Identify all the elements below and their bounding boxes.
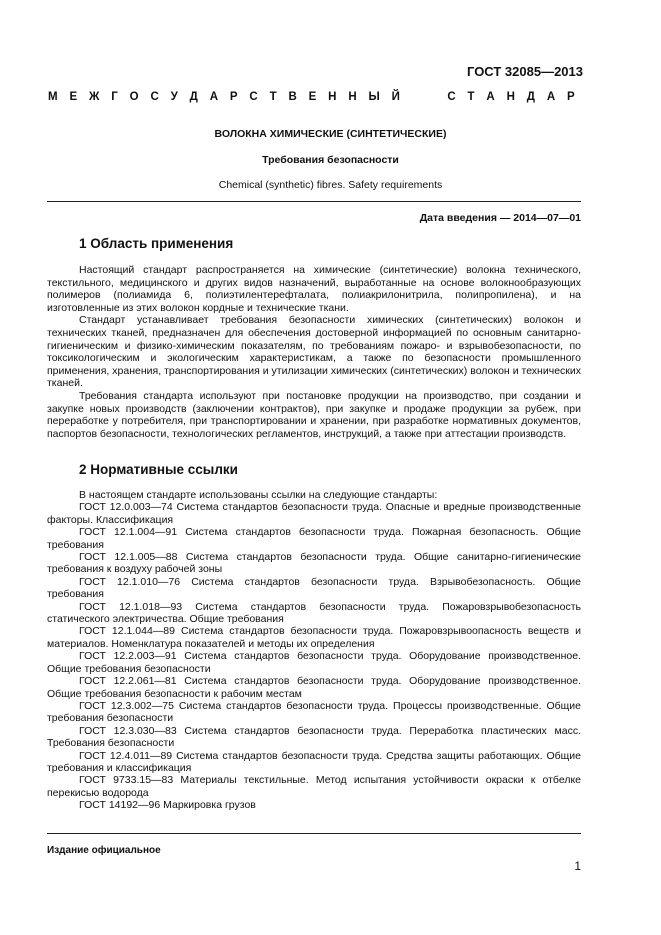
standard-type-letter: Н bbox=[506, 91, 515, 103]
reference-item: ГОСТ 12.3.002—75 Система стандартов безопасности труда. Процессы производственные. Общие требования безопасности bbox=[47, 699, 581, 725]
paragraph: Стандарт устанавливает требования безопасности химических (синтетических) волокон и технических тканей, предназначен для обеспечения достоверной информацией по основным санитарно-гигиеническим и физико-химическим показателям, по требованиям пожаро- и взрывобезопасности, по токсикологическим и экологическим характеристикам, а также по безопасности промышленного применения, хранения, транспортирования и утилизации химических (синтетических) волокон и технических тканей. bbox=[47, 314, 581, 390]
standard-type-letter: А bbox=[486, 91, 495, 103]
section-1-heading: 1 Область применения bbox=[79, 236, 234, 251]
paragraph: Требования стандарта используют при постановке продукции на производство, при создании и закупке новых производств (заключении контрактов), при закупке и продаже продукции за рубеж, при переработке у потребителя, при транспортировании и хранении, при разработке нормативных документов, паспортов безопасности, технологических регламентов, инструкций, а также при аттестации производств. bbox=[47, 389, 581, 440]
standard-type-letter: Н bbox=[328, 91, 337, 103]
standard-type-letter: Н bbox=[348, 91, 357, 103]
standard-type-letter: О bbox=[129, 91, 139, 103]
standard-type-letter: Т bbox=[467, 91, 475, 103]
standard-type-letter: В bbox=[288, 91, 297, 103]
section-2-heading: 2 Нормативные ссылки bbox=[79, 462, 238, 477]
reference-item: ГОСТ 12.1.044—89 Система стандартов безопасности труда. Пожаровзрывоопасность веществ и материалов. Номенклатура показателей и методы их определения bbox=[47, 625, 581, 650]
standard-type-letter: М bbox=[48, 91, 58, 103]
standard-type-letter: Ы bbox=[368, 91, 380, 103]
paragraph: Настоящий стандарт распространяется на химические (синтетические) волокна технического, текстильного, медицинского и других видов назначений, выработанные на основе волокнообразующих полимеров (полиамида 6, полиэтилентерефталата, полиакрилонитрила, полипропилена), и на изготовленные из этих волокон кордные и технические ткани. bbox=[47, 264, 581, 314]
standard-type-letter: Е bbox=[308, 91, 317, 103]
standard-type-letter: Р bbox=[566, 91, 575, 103]
standard-type-letter: Т bbox=[269, 91, 277, 103]
reference-item: ГОСТ 12.2.003—91 Система стандартов безопасности труда. Оборудование производственное. Общие требования безопасности bbox=[47, 650, 581, 675]
reference-item: ГОСТ 12.1.018—93 Система стандартов безопасности труда. Пожаровзрывобезопасность статического электричества. Общие требования bbox=[47, 600, 581, 626]
standard-type-letter: А bbox=[546, 91, 556, 103]
introduction-date: Дата введения — 2014—07—01 bbox=[419, 212, 581, 224]
standard-type-letter: С bbox=[249, 91, 258, 103]
standard-type-letter: Е bbox=[69, 91, 78, 103]
standard-type-heading bbox=[48, 91, 575, 103]
standard-type-letter: Ж bbox=[88, 91, 100, 103]
normative-references-list bbox=[47, 489, 581, 812]
reference-item: ГОСТ 12.0.003—74 Система стандартов безопасности труда. Опасные и вредные производственные факторы. Классификация bbox=[47, 501, 581, 526]
standard-type-letter: Д bbox=[189, 91, 198, 103]
footer-divider bbox=[47, 833, 581, 834]
standard-type-letter: С bbox=[447, 91, 456, 103]
document-title-english: Chemical (synthetic) fibres. Safety requirements bbox=[218, 179, 443, 191]
reference-item: ГОСТ 14192—96 Маркировка грузов bbox=[79, 799, 256, 812]
standard-type-letter: Р bbox=[229, 91, 238, 103]
page-number: 1 bbox=[574, 859, 581, 873]
document-title: ВОЛОКНА ХИМИЧЕСКИЕ (СИНТЕТИЧЕСКИЕ) bbox=[214, 128, 447, 140]
document-number: ГОСТ 32085—2013 bbox=[467, 64, 583, 79]
section-1-body bbox=[47, 264, 581, 440]
reference-item: ГОСТ 12.3.030—83 Система стандартов безопасности труда. Переработка пластических масс. Требования безопасности bbox=[47, 724, 581, 750]
reference-item: ГОСТ 12.1.004—91 Система стандартов безопасности труда. Пожарная безопасность. Общие требования bbox=[47, 526, 581, 551]
standard-type-letter: Й bbox=[391, 91, 400, 103]
document-subtitle: Требования безопасности bbox=[262, 154, 399, 166]
header-divider bbox=[47, 201, 581, 202]
standard-type-letter: С bbox=[150, 91, 159, 103]
standard-type-letter: Д bbox=[526, 91, 535, 103]
reference-item: ГОСТ 12.1.010—76 Система стандартов безопасности труда. Взрывобезопасность. Общие требования bbox=[47, 575, 581, 601]
edition-note: Издание официальное bbox=[47, 845, 161, 856]
reference-item: ГОСТ 12.2.061—81 Система стандартов безопасности труда. Оборудование производственное. Общие требования безопасности к рабочим местам bbox=[47, 675, 581, 700]
standard-type-letter: У bbox=[170, 91, 178, 103]
reference-item: ГОСТ 9733.15—83 Материалы текстильные. Метод испытания устойчивости окраски к отбелке перекисью водорода bbox=[47, 774, 581, 799]
standard-type-letter: А bbox=[209, 91, 219, 103]
references-lead: В настоящем стандарте использованы ссылки на следующие стандарты: bbox=[79, 489, 438, 501]
standard-type-letter: Г bbox=[111, 91, 118, 103]
reference-item: ГОСТ 12.4.011—89 Система стандартов безопасности труда. Средства защиты работающих. Общие требования и классификация bbox=[47, 749, 581, 774]
reference-item: ГОСТ 12.1.005—88 Система стандартов безопасности труда. Общие санитарно-гигиенические требования к воздуху рабочей зоны bbox=[47, 551, 581, 576]
